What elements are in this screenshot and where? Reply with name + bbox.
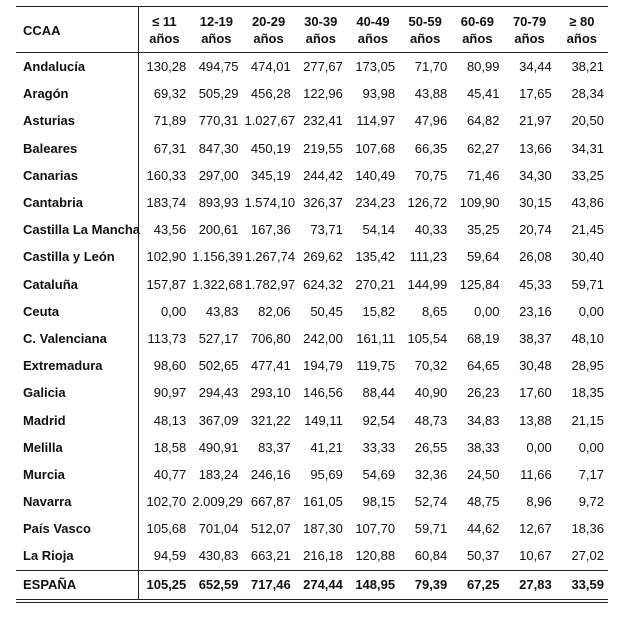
total-rate-cell: 274,44 bbox=[295, 570, 347, 601]
age-range-label: 60-69 bbox=[460, 14, 494, 29]
rate-cell: 120,88 bbox=[355, 548, 396, 564]
rate-cell: 200,61 bbox=[198, 222, 239, 238]
rate-cell: 48,10 bbox=[571, 330, 604, 346]
rate-cell: 1.267,74 bbox=[244, 249, 296, 265]
rate-cell: 161,11 bbox=[356, 330, 396, 346]
total-rate-cell: 27,83 bbox=[503, 570, 555, 601]
rate-cell: 30,40 bbox=[571, 249, 604, 265]
table-row bbox=[16, 325, 608, 352]
rate-cell: 9,72 bbox=[578, 494, 604, 510]
rate-cell: 109,90 bbox=[459, 195, 500, 211]
region-column-header: CCAA bbox=[16, 7, 138, 53]
age-range-label: 30-39 bbox=[304, 14, 338, 29]
rate-cell: 50,37 bbox=[466, 548, 500, 564]
incidence-table-container bbox=[16, 6, 608, 603]
age-range-label: 20-29 bbox=[251, 14, 286, 29]
age-range-label: 70-79 bbox=[512, 14, 547, 29]
age-unit-label: años bbox=[149, 31, 180, 46]
region-name: Cataluña bbox=[16, 271, 138, 298]
rate-cell: 667,87 bbox=[250, 494, 291, 510]
rate-cell: 232,41 bbox=[303, 113, 343, 129]
rate-cell: 59,64 bbox=[466, 249, 500, 265]
region-name: Navarra bbox=[16, 488, 138, 515]
rate-cell: 17,65 bbox=[519, 86, 552, 102]
rate-cell: 24,50 bbox=[466, 466, 500, 482]
rate-cell: 456,28 bbox=[250, 86, 291, 102]
rate-cell: 216,18 bbox=[303, 548, 343, 564]
rate-cell: 512,07 bbox=[250, 521, 291, 537]
rate-cell: 64,65 bbox=[466, 358, 500, 374]
age-unit-label: años bbox=[514, 31, 545, 46]
rate-cell: 242,00 bbox=[303, 330, 343, 346]
rate-cell: 17,60 bbox=[519, 385, 552, 401]
rate-cell: 48,75 bbox=[466, 494, 500, 510]
age-unit-label: años bbox=[410, 31, 441, 46]
rate-cell: 43,86 bbox=[571, 195, 604, 211]
total-rate-cell: 148,95 bbox=[347, 570, 399, 601]
age-unit-label: años bbox=[253, 31, 284, 46]
rate-cell: 47,96 bbox=[414, 113, 448, 129]
age-column-header bbox=[190, 7, 242, 53]
rate-cell: 183,74 bbox=[146, 195, 187, 211]
rate-cell: 527,17 bbox=[198, 330, 239, 346]
table-row bbox=[16, 243, 608, 270]
rate-cell: 43,83 bbox=[205, 303, 239, 319]
region-name: Murcia bbox=[16, 461, 138, 488]
rate-cell: 326,37 bbox=[303, 195, 343, 211]
rate-cell: 34,30 bbox=[519, 167, 552, 183]
rate-cell: 90,97 bbox=[153, 385, 187, 401]
table-row bbox=[16, 216, 608, 243]
rate-cell: 1.782,97 bbox=[244, 276, 296, 292]
table-row bbox=[16, 542, 608, 570]
rate-cell: 50,45 bbox=[310, 303, 343, 319]
age-unit-label: años bbox=[305, 31, 336, 46]
rate-cell: 663,21 bbox=[250, 548, 291, 564]
rate-cell: 66,35 bbox=[414, 140, 448, 156]
rate-cell: 122,96 bbox=[303, 86, 343, 102]
rate-cell: 93,98 bbox=[362, 86, 396, 102]
rate-cell: 48,73 bbox=[414, 412, 448, 428]
rate-cell: 1.322,68 bbox=[192, 276, 243, 292]
rate-cell: 107,70 bbox=[355, 521, 396, 537]
rate-cell: 8,96 bbox=[526, 494, 552, 510]
rate-cell: 105,54 bbox=[407, 330, 448, 346]
rate-cell: 701,04 bbox=[198, 521, 239, 537]
table-row bbox=[16, 352, 608, 379]
rate-cell: 68,19 bbox=[466, 330, 500, 346]
rate-cell: 11,66 bbox=[520, 466, 552, 482]
rate-cell: 345,19 bbox=[250, 167, 291, 183]
rate-cell: 13,88 bbox=[519, 412, 552, 428]
age-unit-label: años bbox=[201, 31, 232, 46]
rate-cell: 893,93 bbox=[198, 195, 239, 211]
rate-cell: 83,37 bbox=[258, 439, 291, 455]
rate-cell: 26,23 bbox=[466, 385, 500, 401]
rate-cell: 505,29 bbox=[198, 86, 239, 102]
rate-cell: 59,71 bbox=[571, 276, 604, 292]
rate-cell: 98,60 bbox=[153, 358, 187, 374]
region-name: Castilla y León bbox=[16, 243, 138, 270]
rate-cell: 34,31 bbox=[571, 140, 604, 156]
region-name: País Vasco bbox=[16, 515, 138, 542]
rate-cell: 71,70 bbox=[414, 59, 448, 75]
age-column-header bbox=[399, 7, 451, 53]
age-column-header bbox=[138, 7, 190, 53]
table-row bbox=[16, 53, 608, 81]
rate-cell: 67,31 bbox=[153, 140, 187, 156]
rate-cell: 2.009,29 bbox=[192, 494, 243, 510]
table-body bbox=[16, 53, 608, 571]
total-rate-cell: 105,25 bbox=[138, 570, 190, 601]
rate-cell: 52,74 bbox=[414, 494, 448, 510]
rate-cell: 119,75 bbox=[356, 358, 396, 374]
rate-cell: 30,48 bbox=[519, 358, 552, 374]
total-row bbox=[16, 570, 608, 601]
table-row bbox=[16, 461, 608, 488]
rate-cell: 92,54 bbox=[362, 412, 396, 428]
rate-cell: 146,56 bbox=[303, 385, 343, 401]
rate-cell: 21,97 bbox=[519, 113, 552, 129]
rate-cell: 321,22 bbox=[250, 412, 291, 428]
age-range-label: ≥ 80 bbox=[569, 14, 595, 29]
total-rate-cell: 33,59 bbox=[556, 570, 608, 601]
rate-cell: 161,05 bbox=[303, 494, 343, 510]
region-name: C. Valenciana bbox=[16, 325, 138, 352]
rate-cell: 18,36 bbox=[571, 521, 604, 537]
table-row bbox=[16, 515, 608, 542]
rate-cell: 30,15 bbox=[519, 195, 552, 211]
rate-cell: 0,00 bbox=[526, 439, 552, 455]
rate-cell: 234,23 bbox=[355, 195, 396, 211]
region-name: Extremadura bbox=[16, 352, 138, 379]
table-row bbox=[16, 107, 608, 134]
rate-cell: 474,01 bbox=[250, 59, 291, 75]
rate-cell: 293,10 bbox=[250, 385, 291, 401]
table-row bbox=[16, 162, 608, 189]
rate-cell: 102,70 bbox=[146, 494, 187, 510]
rate-cell: 48,13 bbox=[153, 412, 187, 428]
rate-cell: 95,69 bbox=[310, 466, 343, 482]
table-footer bbox=[16, 570, 608, 601]
rate-cell: 244,42 bbox=[303, 167, 343, 183]
region-name: Castilla La Mancha bbox=[16, 216, 138, 243]
region-name: La Rioja bbox=[16, 542, 138, 570]
rate-cell: 140,49 bbox=[355, 167, 396, 183]
age-column-header bbox=[242, 7, 294, 53]
rate-cell: 144,99 bbox=[407, 276, 448, 292]
table-row bbox=[16, 271, 608, 298]
rate-cell: 102,90 bbox=[146, 249, 187, 265]
rate-cell: 41,21 bbox=[310, 439, 343, 455]
rate-cell: 44,62 bbox=[466, 521, 500, 537]
rate-cell: 64,82 bbox=[466, 113, 500, 129]
table-row bbox=[16, 298, 608, 325]
rate-cell: 15,82 bbox=[362, 303, 396, 319]
region-name: Melilla bbox=[16, 434, 138, 461]
rate-cell: 40,77 bbox=[153, 466, 187, 482]
table-row bbox=[16, 488, 608, 515]
rate-cell: 367,09 bbox=[198, 412, 239, 428]
rate-cell: 40,90 bbox=[414, 385, 448, 401]
header-row bbox=[16, 7, 608, 53]
total-rate-cell: 79,39 bbox=[399, 570, 451, 601]
rate-cell: 0,00 bbox=[160, 303, 187, 319]
rate-cell: 71,89 bbox=[153, 113, 187, 129]
rate-cell: 82,06 bbox=[258, 303, 291, 319]
rate-cell: 149,11 bbox=[304, 412, 343, 428]
rate-cell: 126,72 bbox=[407, 195, 448, 211]
rate-cell: 38,33 bbox=[466, 439, 500, 455]
rate-cell: 111,23 bbox=[409, 249, 448, 265]
rate-cell: 1.027,67 bbox=[244, 113, 296, 129]
rate-cell: 34,83 bbox=[466, 412, 500, 428]
rate-cell: 59,71 bbox=[414, 521, 448, 537]
rate-cell: 135,42 bbox=[355, 249, 396, 265]
rate-cell: 60,84 bbox=[414, 548, 448, 564]
rate-cell: 297,00 bbox=[198, 167, 239, 183]
rate-cell: 0,00 bbox=[474, 303, 500, 319]
rate-cell: 490,91 bbox=[198, 439, 239, 455]
rate-cell: 45,33 bbox=[519, 276, 552, 292]
region-name: Andalucía bbox=[16, 53, 138, 81]
age-unit-label: años bbox=[566, 31, 598, 46]
region-name: Aragón bbox=[16, 80, 138, 107]
rate-cell: 294,43 bbox=[198, 385, 239, 401]
rate-cell: 167,36 bbox=[250, 222, 291, 238]
rate-cell: 54,14 bbox=[362, 222, 396, 238]
rate-cell: 160,33 bbox=[146, 167, 187, 183]
rate-cell: 23,16 bbox=[519, 303, 552, 319]
rate-cell: 770,31 bbox=[198, 113, 239, 129]
rate-cell: 62,27 bbox=[466, 140, 500, 156]
rate-cell: 477,41 bbox=[250, 358, 291, 374]
rate-cell: 21,15 bbox=[571, 412, 604, 428]
rate-cell: 173,05 bbox=[355, 59, 396, 75]
rate-cell: 45,41 bbox=[466, 86, 500, 102]
region-name: Madrid bbox=[16, 406, 138, 433]
rate-cell: 70,75 bbox=[414, 167, 448, 183]
rate-cell: 270,21 bbox=[355, 276, 396, 292]
rate-cell: 20,50 bbox=[571, 113, 604, 129]
rate-cell: 33,33 bbox=[362, 439, 396, 455]
rate-cell: 1.574,10 bbox=[244, 195, 296, 211]
rate-cell: 35,25 bbox=[466, 222, 500, 238]
rate-cell: 450,19 bbox=[250, 140, 291, 156]
age-column-header bbox=[556, 7, 608, 53]
rate-cell: 130,28 bbox=[146, 59, 187, 75]
incidence-table bbox=[16, 6, 608, 603]
table-row bbox=[16, 80, 608, 107]
age-column-header bbox=[451, 7, 503, 53]
rate-cell: 113,73 bbox=[147, 330, 187, 346]
rate-cell: 494,75 bbox=[198, 59, 239, 75]
rate-cell: 71,46 bbox=[466, 167, 500, 183]
rate-cell: 107,68 bbox=[355, 140, 396, 156]
age-unit-label: años bbox=[357, 31, 389, 46]
rate-cell: 33,25 bbox=[571, 167, 604, 183]
total-rate-cell: 67,25 bbox=[451, 570, 503, 601]
age-range-label: ≤ 11 bbox=[152, 14, 177, 29]
rate-cell: 706,80 bbox=[250, 330, 291, 346]
rate-cell: 69,32 bbox=[153, 86, 187, 102]
rate-cell: 105,68 bbox=[146, 521, 187, 537]
rate-cell: 125,84 bbox=[459, 276, 500, 292]
table-row bbox=[16, 434, 608, 461]
rate-cell: 32,36 bbox=[414, 466, 448, 482]
rate-cell: 20,74 bbox=[519, 222, 552, 238]
rate-cell: 27,02 bbox=[571, 548, 604, 564]
region-name: Canarias bbox=[16, 162, 138, 189]
rate-cell: 28,95 bbox=[571, 358, 604, 374]
rate-cell: 194,79 bbox=[303, 358, 343, 374]
table-header bbox=[16, 7, 608, 53]
rate-cell: 502,65 bbox=[198, 358, 239, 374]
rate-cell: 26,55 bbox=[414, 439, 448, 455]
rate-cell: 0,00 bbox=[578, 439, 604, 455]
table-row bbox=[16, 135, 608, 162]
region-name: Baleares bbox=[16, 135, 138, 162]
rate-cell: 10,67 bbox=[519, 548, 552, 564]
rate-cell: 246,16 bbox=[250, 466, 291, 482]
age-column-header bbox=[347, 7, 399, 53]
rate-cell: 18,58 bbox=[153, 439, 187, 455]
total-rate-cell: 717,46 bbox=[242, 570, 294, 601]
age-range-label: 40-49 bbox=[356, 14, 390, 29]
rate-cell: 8,65 bbox=[421, 303, 448, 319]
rate-cell: 73,71 bbox=[310, 222, 343, 238]
rate-cell: 38,37 bbox=[519, 330, 552, 346]
rate-cell: 1.156,39 bbox=[192, 249, 243, 265]
age-unit-label: años bbox=[462, 31, 493, 46]
table-row bbox=[16, 406, 608, 433]
rate-cell: 219,55 bbox=[303, 140, 343, 156]
rate-cell: 277,67 bbox=[303, 59, 343, 75]
rate-cell: 80,99 bbox=[466, 59, 500, 75]
age-range-label: 50-59 bbox=[408, 14, 442, 29]
rate-cell: 70,32 bbox=[414, 358, 448, 374]
region-name: Ceuta bbox=[16, 298, 138, 325]
rate-cell: 187,30 bbox=[303, 521, 343, 537]
rate-cell: 114,97 bbox=[356, 113, 396, 129]
rate-cell: 183,24 bbox=[198, 466, 239, 482]
rate-cell: 157,87 bbox=[146, 276, 187, 292]
rate-cell: 40,33 bbox=[414, 222, 448, 238]
rate-cell: 7,17 bbox=[578, 466, 604, 482]
rate-cell: 26,08 bbox=[519, 249, 552, 265]
rate-cell: 28,34 bbox=[571, 86, 604, 102]
rate-cell: 0,00 bbox=[578, 303, 604, 319]
rate-cell: 847,30 bbox=[198, 140, 239, 156]
table-row bbox=[16, 379, 608, 406]
rate-cell: 98,15 bbox=[362, 494, 396, 510]
region-name: Galicia bbox=[16, 379, 138, 406]
rate-cell: 430,83 bbox=[198, 548, 239, 564]
rate-cell: 13,66 bbox=[519, 140, 552, 156]
rate-cell: 624,32 bbox=[303, 276, 343, 292]
rate-cell: 269,62 bbox=[303, 249, 343, 265]
rate-cell: 12,67 bbox=[519, 521, 552, 537]
rate-cell: 38,21 bbox=[571, 59, 604, 75]
age-column-header bbox=[295, 7, 347, 53]
rate-cell: 34,44 bbox=[519, 59, 552, 75]
total-region-label: ESPAÑA bbox=[16, 570, 138, 601]
region-name: Asturias bbox=[16, 107, 138, 134]
rate-cell: 18,35 bbox=[571, 385, 604, 401]
rate-cell: 54,69 bbox=[362, 466, 396, 482]
rate-cell: 43,88 bbox=[414, 86, 448, 102]
rate-cell: 94,59 bbox=[153, 548, 187, 564]
table-row bbox=[16, 189, 608, 216]
rate-cell: 88,44 bbox=[362, 385, 396, 401]
total-rate-cell: 652,59 bbox=[190, 570, 242, 601]
age-range-label: 12-19 bbox=[199, 14, 233, 29]
region-name: Cantabria bbox=[16, 189, 138, 216]
rate-cell: 43,56 bbox=[153, 222, 187, 238]
rate-cell: 21,45 bbox=[571, 222, 604, 238]
age-column-header bbox=[503, 7, 555, 53]
